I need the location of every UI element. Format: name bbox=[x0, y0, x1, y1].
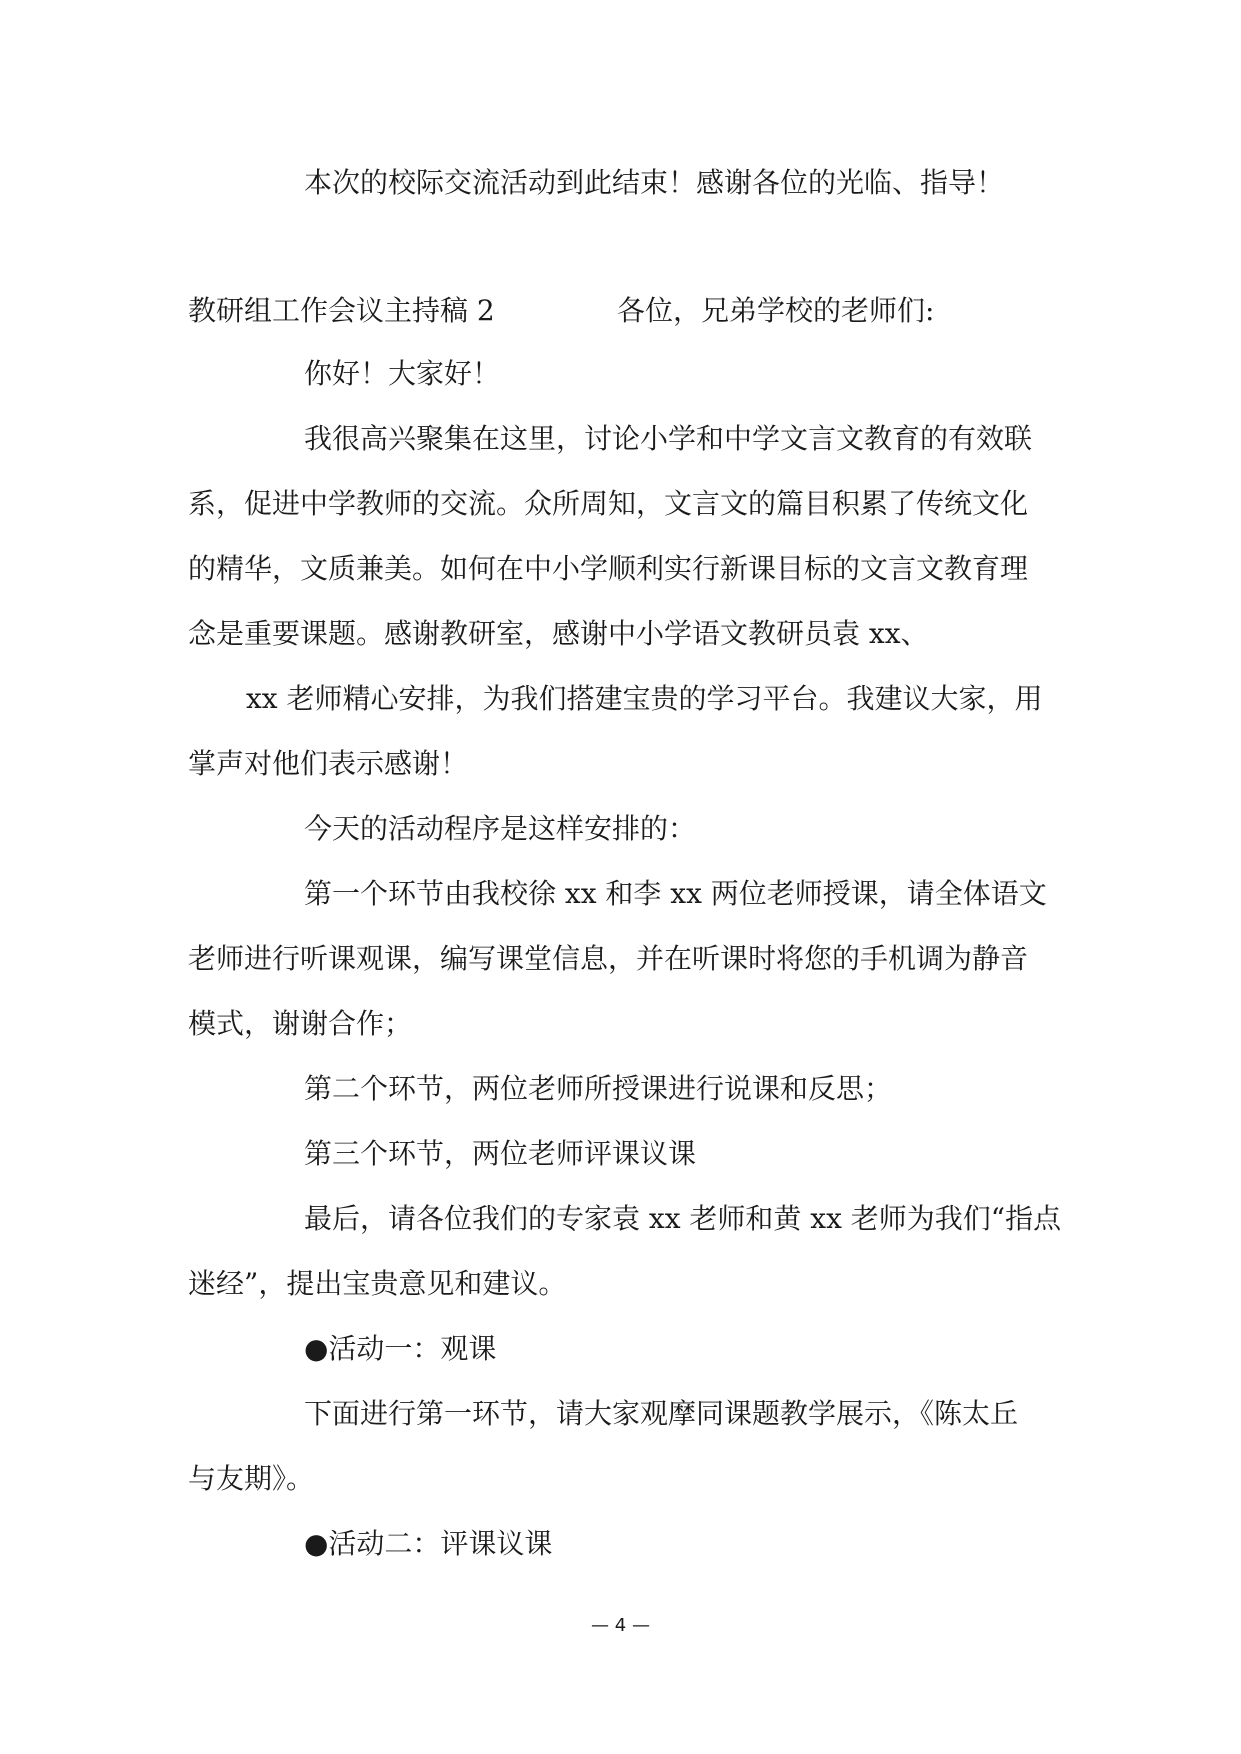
step1-line-1: 第一个环节由我校徐 xx 和李 xx 两位老师授课，请全体语文 bbox=[304, 877, 1047, 910]
salutation: 各位，兄弟学校的老师们: bbox=[617, 294, 935, 327]
step3: 第三个环节，两位老师评课议课 bbox=[304, 1137, 697, 1170]
activity1-line-2: 与友期》。 bbox=[188, 1462, 315, 1495]
step1-line-2: 老师进行听课观课，编写课堂信息，并在听课时将您的手机调为静音 bbox=[188, 942, 1029, 975]
intro-line-4: 念是重要课题。感谢教研室，感谢中小学语文教研员袁 xx、 bbox=[188, 617, 929, 650]
document-title: 教研组工作会议主持稿 2 bbox=[188, 294, 495, 327]
intro-line-2: 系，促进中学教师的交流。众所周知，文言文的篇目积累了传统文化 bbox=[188, 487, 1029, 520]
final-line-2: 迷经”，提出宝贵意见和建议。 bbox=[188, 1267, 567, 1300]
activity1-heading: ●活动一：观课 bbox=[304, 1332, 497, 1365]
closing-paragraph: 本次的校际交流活动到此结束！感谢各位的光临、指导！ bbox=[304, 166, 1005, 199]
program-intro: 今天的活动程序是这样安排的： bbox=[304, 812, 697, 845]
intro-line-5: xx 老师精心安排，为我们搭建宝贵的学习平台。我建议大家，用 bbox=[246, 682, 1043, 715]
intro-line-6: 掌声对他们表示感谢！ bbox=[188, 747, 469, 780]
greeting: 你好！大家好！ bbox=[304, 357, 501, 390]
page-number: — 4 — bbox=[591, 1615, 650, 1636]
step2: 第二个环节，两位老师所授课进行说课和反思； bbox=[304, 1072, 893, 1105]
activity2-heading: ●活动二：评课议课 bbox=[304, 1527, 553, 1560]
activity1-line-1: 下面进行第一环节，请大家观摩同课题教学展示，《陈太丘 bbox=[304, 1397, 1019, 1430]
intro-line-1: 我很高兴聚集在这里，讨论小学和中学文言文教育的有效联 bbox=[304, 422, 1033, 455]
final-line-1: 最后，请各位我们的专家袁 xx 老师和黄 xx 老师为我们“指点 bbox=[304, 1202, 1062, 1235]
intro-line-3: 的精华，文质兼美。如何在中小学顺利实行新课目标的文言文教育理 bbox=[188, 552, 1029, 585]
step1-line-3: 模式，谢谢合作； bbox=[188, 1007, 413, 1040]
